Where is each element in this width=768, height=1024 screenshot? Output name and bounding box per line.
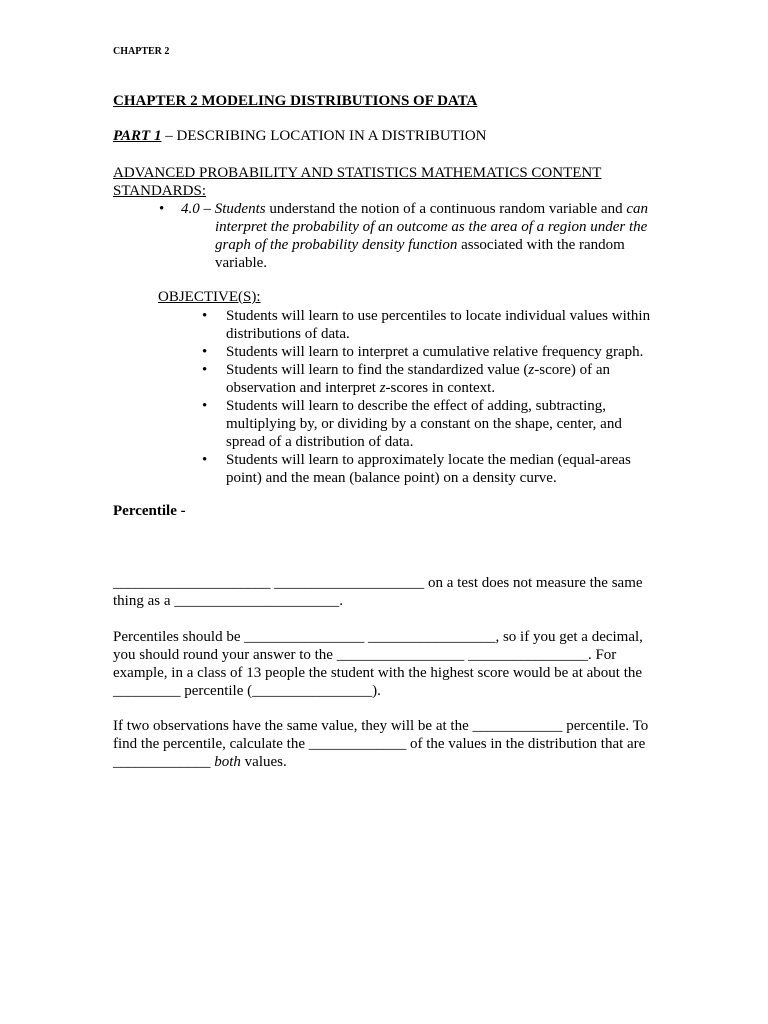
part-heading (113, 128, 486, 145)
objective-text: Students will learn to describe the effect of adding, subtracting, multiplying by, or dividing by a constant on the shape, center, and spread of a distribution of data. (226, 398, 622, 450)
objective-text: -scores in context. (385, 380, 496, 396)
part-label: PART 1 (113, 128, 162, 144)
objective-item (202, 397, 656, 451)
para3-text-b: values. (240, 754, 287, 770)
bullet-icon: • (202, 344, 208, 360)
standard-text-1: understand the notion of a continuous random variable and (265, 201, 627, 217)
standard-text-2: associated with the random variable. (215, 237, 625, 271)
standards-list (159, 200, 656, 272)
fill-in-paragraph-2: Percentiles should be ________________ _________________, so if you get a decimal, you should round your answer to the _________________ ________________. For example, in a class of 13 people the student with the highest score would be at about the _________ percentile (________________). (113, 629, 643, 699)
running-head: CHAPTER 2 (113, 46, 170, 57)
standards-heading: ADVANCED PROBABILITY AND STATISTICS MATHEMATICS CONTENT STANDARDS: (113, 165, 602, 199)
fill-in-paragraph-1: _____________________ ____________________ on a test does not measure the same thing as a ______________________. (113, 575, 643, 609)
objective-italic: z (379, 380, 386, 396)
bullet-icon: • (202, 452, 208, 468)
objective-italic: z (528, 362, 535, 378)
objective-text: Students will learn to approximately locate the median (equal-areas point) and the mean (balance point) on a density curve. (226, 452, 631, 486)
percentile-heading: Percentile - (113, 503, 186, 519)
objective-text: -score) of an observation and interpret (226, 362, 611, 396)
standard-subject: Students (214, 201, 266, 217)
standard-code: 4.0 – (181, 201, 211, 217)
objectives-heading: OBJECTIVE(S): (158, 289, 261, 305)
objective-item (202, 307, 656, 343)
part-text: – DESCRIBING LOCATION IN A DISTRIBUTION (161, 128, 487, 144)
para3-italic: both (214, 754, 241, 770)
objective-text: Students will learn to find the standardized value ( (226, 362, 529, 378)
bullet-icon: • (202, 308, 208, 324)
para3-text-a: If two observations have the same value, they will be at the ____________ percentile. To find the percentile, calculate the _____________ of the values in the distribution that are _____________ (113, 718, 649, 770)
bullet-icon: • (159, 201, 165, 217)
objective-item (202, 361, 656, 397)
standard-item (159, 200, 656, 272)
bullet-icon: • (202, 398, 208, 414)
objective-item (202, 343, 656, 361)
objective-text: Students will learn to use percentiles to locate individual values within distributions of data. (226, 308, 651, 342)
standard-italic: can interpret the probability of an outcome as the area of a region under the graph of the probability density function (215, 201, 649, 253)
objectives-list (202, 307, 656, 487)
objective-text: Students will learn to interpret a cumulative relative frequency graph. (226, 344, 644, 360)
objective-item (202, 451, 656, 487)
bullet-icon: • (202, 362, 208, 378)
fill-in-paragraph-3 (113, 717, 658, 771)
chapter-title: CHAPTER 2 MODELING DISTRIBUTIONS OF DATA (113, 93, 478, 109)
